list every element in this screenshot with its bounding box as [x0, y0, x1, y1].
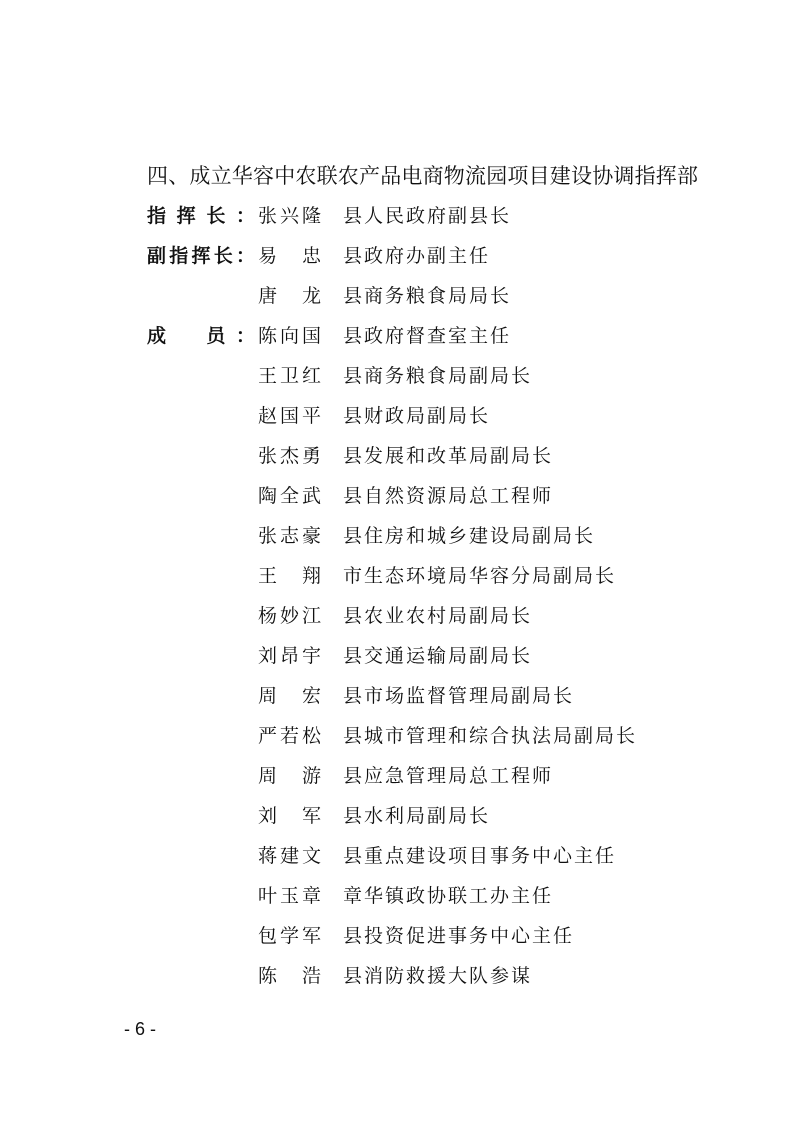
member-row [147, 682, 747, 722]
member-title: 县政府督查室主任 [343, 325, 512, 347]
member-name: 严若松 [258, 725, 322, 747]
page-number: - 6 - [124, 1019, 157, 1039]
member-name: 张志豪 [258, 525, 322, 547]
member-row [147, 282, 747, 322]
member-title: 县商务粮食局局长 [343, 285, 512, 307]
member-title: 县商务粮食局副局长 [343, 365, 533, 387]
member-name: 陶全武 [258, 485, 322, 507]
member-title: 县市场监督管理局副局长 [343, 685, 575, 707]
member-role: 成 员： [147, 325, 255, 347]
member-name: 蒋建文 [258, 845, 322, 867]
member-name: 张兴隆 [258, 205, 322, 227]
member-title: 县住房和城乡建设局副局长 [343, 525, 596, 547]
member-title: 县投资促进事务中心主任 [343, 925, 575, 947]
member-role: 指挥长： [147, 205, 255, 227]
member-role: 副指挥长： [147, 245, 255, 267]
member-title: 县自然资源局总工程师 [343, 485, 554, 507]
member-row [147, 922, 747, 962]
member-name: 王 翔 [258, 565, 322, 587]
member-title: 县城市管理和综合执法局副局长 [343, 725, 638, 747]
member-title: 县水利局副局长 [343, 805, 491, 827]
member-name: 刘 军 [258, 805, 322, 827]
member-row [147, 882, 747, 922]
member-row [147, 362, 747, 402]
member-row [147, 442, 747, 482]
member-name: 易 忠 [258, 245, 322, 267]
member-title: 县发展和改革局副局长 [343, 445, 554, 467]
member-row [147, 962, 747, 1002]
member-name: 刘昂宇 [258, 645, 322, 667]
member-name: 叶玉章 [258, 885, 322, 907]
member-name: 周 宏 [258, 685, 322, 707]
member-title: 县人民政府副县长 [343, 205, 512, 227]
member-title: 县农业农村局副局长 [343, 605, 533, 627]
member-title: 市生态环境局华容分局副局长 [343, 565, 617, 587]
member-row [147, 562, 747, 602]
member-name: 陈 浩 [258, 965, 322, 987]
member-name: 杨妙江 [258, 605, 322, 627]
member-name: 赵国平 [258, 405, 322, 427]
member-name: 周 游 [258, 765, 322, 787]
member-row [147, 402, 747, 442]
member-list [147, 202, 747, 1002]
section-heading: 四、成立华容中农联农产品电商物流园项目建设协调指挥部 [147, 164, 699, 188]
member-name: 陈向国 [258, 325, 322, 347]
member-title: 章华镇政协联工办主任 [343, 885, 554, 907]
member-title: 县政府办副主任 [343, 245, 491, 267]
member-row [147, 602, 747, 642]
member-name: 包学军 [258, 925, 322, 947]
member-row [147, 762, 747, 802]
member-title: 县消防救援大队参谋 [343, 965, 533, 987]
member-row [147, 202, 747, 242]
member-row [147, 322, 747, 362]
member-title: 县应急管理局总工程师 [343, 765, 554, 787]
member-title: 县财政局副局长 [343, 405, 491, 427]
member-name: 王卫红 [258, 365, 322, 387]
member-name: 张杰勇 [258, 445, 322, 467]
member-row [147, 522, 747, 562]
member-row [147, 242, 747, 282]
member-row [147, 642, 747, 682]
member-title: 县重点建设项目事务中心主任 [343, 845, 617, 867]
member-name: 唐 龙 [258, 285, 322, 307]
member-row [147, 842, 747, 882]
member-row [147, 722, 747, 762]
member-row [147, 802, 747, 842]
member-title: 县交通运输局副局长 [343, 645, 533, 667]
member-row [147, 482, 747, 522]
